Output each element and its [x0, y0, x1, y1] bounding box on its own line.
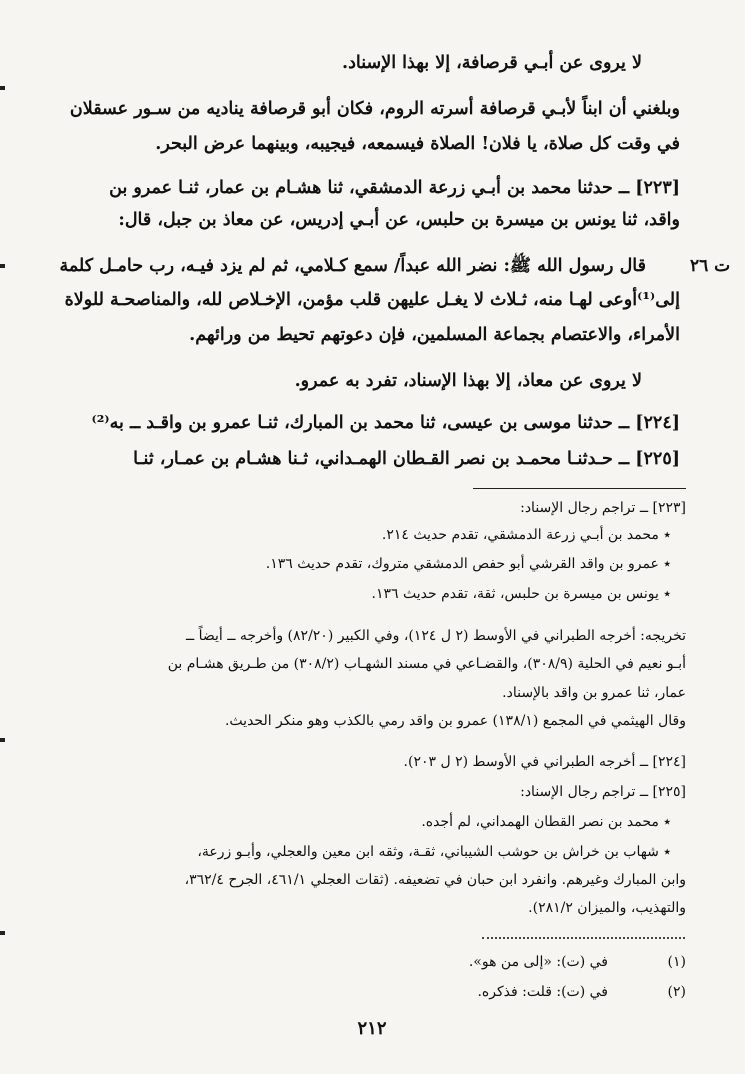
- page-number: ٢١٢: [357, 1018, 387, 1039]
- edge-mark: [0, 931, 5, 935]
- footnote-separator: [482, 937, 685, 939]
- footnote-number: (٢): [667, 984, 686, 1000]
- main-text-line: واقد، ثنا يونس بن ميسرة بن حلبس، عن أبـي إدريس، عن معاذ بن جبل، قال:: [118, 210, 680, 230]
- main-text-line: في وقت كل صلاة، يا فلان! الصلاة فيسمعه، فيجيبه، وبينهما عرض البحر.: [155, 134, 680, 154]
- note-line: [٢٢٥] ــ تراجم رجال الإسناد:: [520, 784, 686, 800]
- edge-mark: [0, 86, 5, 90]
- edge-mark: [0, 738, 5, 742]
- note-line: تخريجه: أخرجه الطبراني في الأوسط (٢ ل ١٢٤)، وفي الكبير (٨٢/٢٠) وأخرجه ــ أيضاً ــ: [185, 628, 686, 644]
- main-text-line: لا يروى عن أبـي قرصافة، إلا بهذا الإسناد.: [342, 53, 642, 73]
- notes-separator: [473, 488, 686, 489]
- note-line: ٭ يونس بن ميسرة بن حلبس، ثقة، تقدم حديث ١٣٦.: [371, 586, 671, 602]
- main-text-line: الأمراء، والاعتصام بجماعة المسلمين، فإن دعوتهم تحيط من ورائهم.: [189, 325, 680, 345]
- footnote-text: في (ت): «إلى من هو».: [468, 954, 608, 970]
- main-text-line: إلى⁽¹⁾أوعى لهـا منه، ثـلاث لا يغـل عليهن قلب مؤمن، الإخـلاص لله، والمناصحـة للولاة: [64, 290, 680, 310]
- note-line: أبـو نعيم في الحلية (٣٠٨/٩)، والقضـاعي في مسند الشهـاب (٣٠٨/٢) من طـريق هشـام بن: [167, 656, 686, 672]
- note-line: عمار، ثنا عمرو بن واقد بالإسناد.: [502, 685, 686, 701]
- main-text-line: لا يروى عن معاذ، إلا بهذا الإسناد، تفرد به عمرو.: [294, 371, 642, 391]
- main-text-line: [٢٢٥] ــ حـدثنـا محمـد بن نصر القـطان الهمـداني، ثـنا هشـام بن عمـار، ثنـا: [133, 449, 680, 469]
- main-text-line: [٢٢٤] ــ حدثنا موسى بن عيسى، ثنا محمد بن المبارك، ثنـا عمرو بن واقـد ــ به⁽²⁾: [91, 413, 680, 433]
- edge-mark: [0, 264, 5, 268]
- note-line: ٭ محمد بن نصر القطان الهمداني، لم أجده.: [421, 814, 671, 830]
- note-line: ٭ محمد بن أبـي زرعة الدمشقي، تقدم حديث ٢١٤.: [381, 527, 671, 543]
- footnote-number: (١): [667, 954, 686, 970]
- main-text-line: وبلغني أن ابناً لأبـي قرصافة أسرته الروم، فكان أبو قرصافة يناديه من سـور عسقلان: [69, 99, 680, 119]
- footnote-text: في (ت): قلت: فذكره.: [477, 984, 608, 1000]
- note-line: [٢٢٤] ــ أخرجه الطبراني في الأوسط (٢ ل ٢٠٣).: [403, 754, 686, 770]
- note-line: ٭ شهاب بن خراش بن حوشب الشيباني، ثقـة، وثقه ابن معين والعجلي، وأبـو زرعة،: [197, 844, 671, 860]
- main-text-line: قال رسول الله ﷺ: نضر الله عبداً/ سمع كـلامي، ثم لم يزد فيـه، رب حامـل كلمة: [59, 256, 646, 276]
- note-line: وابن المبارك وغيرهم. وانفرد ابن حبان في تضعيفه. (ثقات العجلي ٤٦١/١، الجرح ٣٦٢/٤،: [184, 872, 686, 888]
- note-line: ٭ عمرو بن واقد القرشي أبو حفص الدمشقي متروك، تقدم حديث ١٣٦.: [265, 556, 671, 572]
- note-line: وقال الهيثمي في المجمع (١٣٨/١) عمرو بن واقد رمي بالكذب وهو منكر الحديث.: [224, 713, 686, 729]
- note-line: [٢٢٣] ــ تراجم رجال الإسناد:: [520, 500, 686, 516]
- note-line: والتهذيب، والميزان ٢٨١/٢).: [528, 900, 686, 916]
- manuscript-margin-reference: ت ٢٦: [690, 256, 731, 276]
- main-text-line: [٢٢٣] ــ حدثنا محمد بن أبـي زرعة الدمشقي، ثنا هشـام بن عمار، ثنـا عمرو بن: [109, 178, 680, 198]
